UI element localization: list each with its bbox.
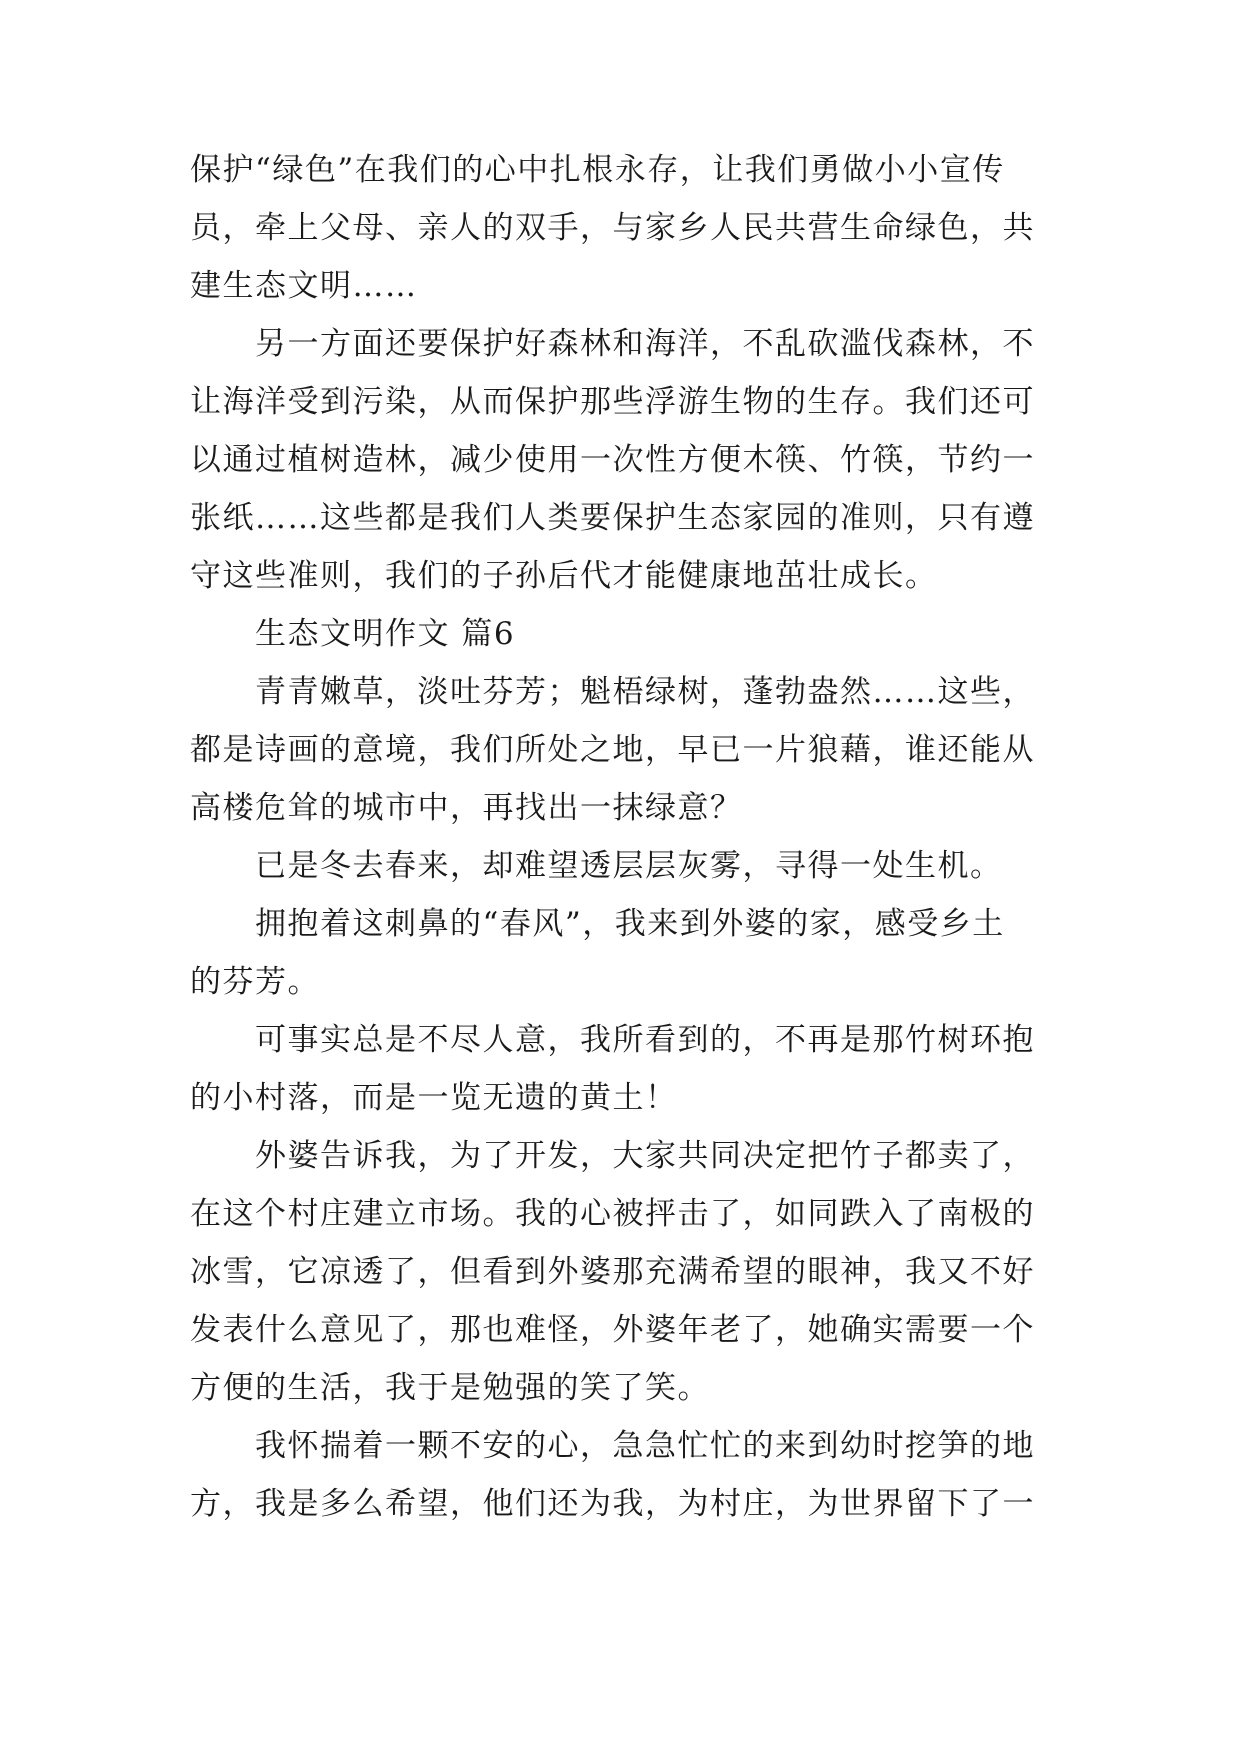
text-line: 守这些准则，我们的子孙后代才能健康地茁壮成长。 bbox=[190, 558, 938, 594]
text-line: 以通过植树造林，减少使用一次性方便木筷、竹筷，节约一 bbox=[190, 442, 1035, 478]
section-heading: 生态文明作文 篇6 bbox=[255, 616, 516, 652]
text-line: 建生态文明…… bbox=[190, 268, 418, 304]
text-line: 员，牵上父母、亲人的双手，与家乡人民共营生命绿色，共 bbox=[190, 210, 1035, 246]
paragraph-start-line: 另一方面还要保护好森林和海洋，不乱砍滥伐森林，不 bbox=[255, 326, 1035, 362]
paragraph-start-line: 我怀揣着一颗不安的心，急急忙忙的来到幼时挖笋的地 bbox=[255, 1428, 1035, 1464]
text-line: 的小村落，而是一览无遗的黄土！ bbox=[190, 1080, 678, 1116]
text-line: 张纸……这些都是我们人类要保护生态家园的准则，只有遵 bbox=[190, 500, 1035, 536]
text-line: 让海洋受到污染，从而保护那些浮游生物的生存。我们还可 bbox=[190, 384, 1035, 420]
text-line: 保护“绿色”在我们的心中扎根永存，让我们勇做小小宣传 bbox=[190, 152, 1005, 188]
text-line: 在这个村庄建立市场。我的心被抨击了，如同跌入了南极的 bbox=[190, 1196, 1035, 1232]
paragraph-start-line: 青青嫩草，淡吐芬芳；魁梧绿树，蓬勃盎然……这些， bbox=[255, 674, 1035, 710]
paragraph-start-line: 外婆告诉我，为了开发，大家共同决定把竹子都卖了， bbox=[255, 1138, 1035, 1174]
text-line: 冰雪，它凉透了，但看到外婆那充满希望的眼神，我又不好 bbox=[190, 1254, 1035, 1290]
paragraph-start-line: 已是冬去春来，却难望透层层灰雾，寻得一处生机。 bbox=[255, 848, 1003, 884]
text-line: 的芬芳。 bbox=[190, 964, 320, 1000]
text-line: 方，我是多么希望，他们还为我，为村庄，为世界留下了一 bbox=[190, 1486, 1035, 1522]
text-line: 都是诗画的意境，我们所处之地，早已一片狼藉，谁还能从 bbox=[190, 732, 1035, 768]
paragraph-start-line: 拥抱着这刺鼻的“春风”，我来到外婆的家，感受乡土 bbox=[255, 906, 1005, 942]
text-line: 高楼危耸的城市中，再找出一抹绿意？ bbox=[190, 790, 743, 826]
text-line: 发表什么意见了，那也难怪，外婆年老了，她确实需要一个 bbox=[190, 1312, 1035, 1348]
paragraph-start-line: 可事实总是不尽人意，我所看到的，不再是那竹树环抱 bbox=[255, 1022, 1035, 1058]
text-line: 方便的生活，我于是勉强的笑了笑。 bbox=[190, 1370, 710, 1406]
